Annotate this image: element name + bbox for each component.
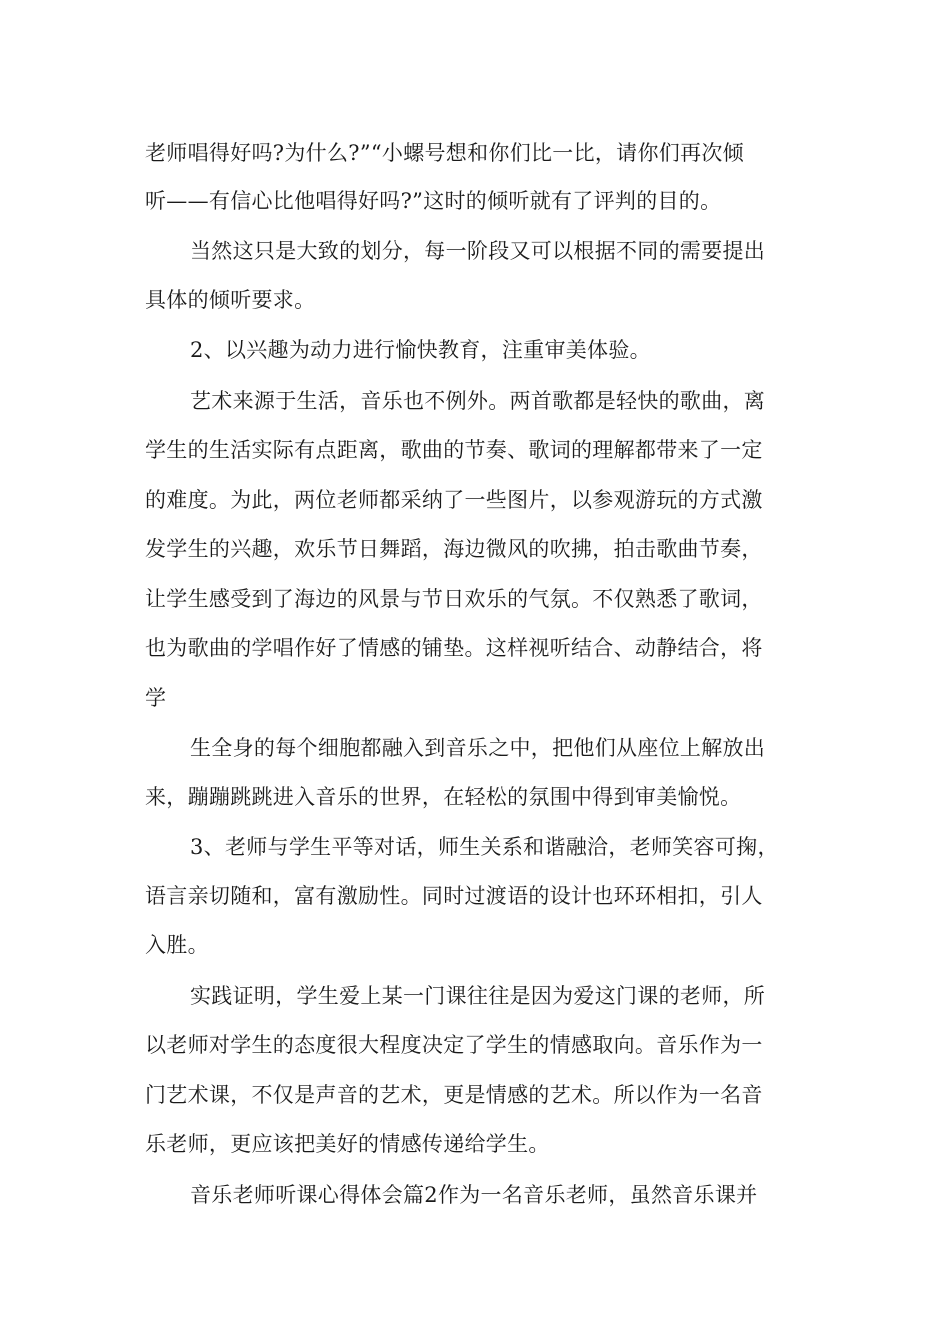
text-line: 乐老师，更应该把美好的情感传递给学生。	[145, 1132, 550, 1156]
text-line: 以老师对学生的态度很大程度决定了学生的情感取向。音乐作为一	[145, 1033, 763, 1057]
text-line: 入胜。	[145, 933, 209, 957]
section-heading-2: 2、以兴趣为动力进行愉快教育，注重审美体验。	[190, 338, 651, 362]
text-line: 让学生感受到了海边的风景与节日欢乐的气氛。不仅熟悉了歌词，	[145, 587, 763, 611]
paragraph-start-line: 实践证明，学生爱上某一门课往往是因为爱这门课的老师，所	[190, 984, 766, 1008]
paragraph-start-line: 当然这只是大致的划分，每一阶段又可以根据不同的需要提出	[190, 239, 766, 263]
paragraph-start-line: 生全身的每个细胞都融入到音乐之中，把他们从座位上解放出	[190, 736, 766, 760]
text-line: 的难度。为此，两位老师都采纳了一些图片，以参观游玩的方式激	[145, 488, 763, 512]
text-line: 学生的生活实际有点距离，歌曲的节奏、歌词的理解都带来了一定	[145, 438, 763, 462]
text-line: 老师唱得好吗?为什么?”“小螺号想和你们比一比，请你们再次倾	[145, 141, 744, 165]
paragraph-start-line: 音乐老师听课心得体会篇2作为一名音乐老师，虽然音乐课并	[190, 1183, 758, 1207]
text-line: 发学生的兴趣，欢乐节日舞蹈，海边微风的吹拂，拍击歌曲节奏，	[145, 537, 763, 561]
text-line: 学	[145, 686, 167, 710]
text-line: 门艺术课，不仅是声音的艺术，更是情感的艺术。所以作为一名音	[145, 1083, 763, 1107]
text-line: 语言亲切随和，富有激励性。同时过渡语的设计也环环相扣，引人	[145, 884, 763, 908]
text-line: 来，蹦蹦跳跳进入音乐的世界，在轻松的氛围中得到审美愉悦。	[145, 785, 742, 809]
text-line: 也为歌曲的学唱作好了情感的铺垫。这样视听结合、动静结合，将	[145, 636, 763, 660]
paragraph-start-line: 艺术来源于生活，音乐也不例外。两首歌都是轻快的歌曲，离	[190, 389, 766, 413]
section-heading-3: 3、老师与学生平等对话，师生关系和谐融洽，老师笑容可掬，	[190, 835, 779, 859]
text-line: 听——有信心比他唱得好吗?”这时的倾听就有了评判的目的。	[145, 189, 722, 213]
text-line: 具体的倾听要求。	[145, 288, 316, 312]
